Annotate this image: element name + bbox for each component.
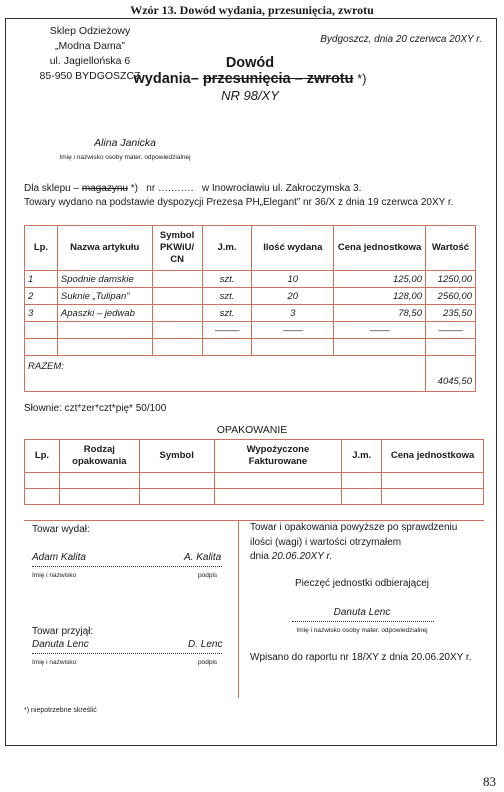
packaging-title: OPAKOWANIE (216, 424, 288, 436)
section-divider (24, 520, 484, 521)
received-label: Towar przyjął: (32, 626, 94, 637)
items-header-row (25, 226, 476, 271)
header-symbol: Symbol PKWiU/ CN (152, 226, 202, 271)
row-symbol (152, 271, 202, 288)
row-unit: szt. (202, 305, 252, 322)
pack-header-lp: Lp. (25, 440, 60, 473)
pack-header-symbol: Symbol (139, 440, 214, 473)
row-name: Suknie „Tulipan” (57, 288, 152, 305)
header-lp: Lp. (25, 226, 58, 271)
amount-in-words: Słownie: czt*zer*czt*pię* 50/100 (24, 403, 167, 414)
issued-caption-name: Imię i nazwisko (32, 572, 77, 579)
title-active: wydania (133, 71, 191, 87)
total-value: 4045,50 (426, 356, 476, 392)
issued-signature: A. Kalita (184, 552, 222, 563)
basis-line: Towary wydano na podstawie dyspozycji Prezesa PH„Elegant” nr 36/X z dnia 19 czerwca 20XY r. (24, 197, 454, 208)
confirm-line1: Towar i opakowania powyższe po sprawdzeniu (250, 522, 458, 533)
row-value: 2560,00 (426, 288, 476, 305)
title-line2 (130, 71, 370, 87)
table-row (25, 271, 476, 288)
table-row (25, 305, 476, 322)
issued-signature-line (32, 566, 222, 567)
issued-caption-sign: podpis (198, 572, 218, 579)
pack-header-price: Cena jednostkowa (382, 440, 484, 473)
destination-line (24, 183, 361, 194)
issued-name: Adam Kalita (32, 552, 86, 563)
row-unit: szt. (202, 271, 252, 288)
title-struck: przesunięcia – zwrotu (202, 71, 354, 87)
pack-header-type: Rodzaj opakowania (59, 440, 139, 473)
dash-qty: –––– (252, 322, 334, 339)
section-vertical-divider (238, 520, 239, 698)
row-value: 235,50 (426, 305, 476, 322)
pack-header-rented: Wypożyczone Fakturowane (214, 440, 342, 473)
confirm-date-value: 20.06.20XY r. (271, 551, 333, 562)
confirm-line2: ilości (wagi) i wartości otrzymałem (250, 537, 402, 548)
received-signature-line (32, 653, 222, 654)
row-lp: 2 (25, 288, 58, 305)
issued-label: Towar wydał: (32, 524, 90, 535)
packaging-header-row (25, 440, 484, 473)
responsible-caption: Imię i nazwisko osoby mater. odpowiedzialnej (59, 154, 191, 161)
row-qty: 10 (252, 271, 334, 288)
title-line1: Dowód (225, 55, 275, 71)
pack-header-unit: J.m. (342, 440, 382, 473)
dash-unit: ––––– (202, 322, 252, 339)
report-line: Wpisano do raportu nr 18/XY z dnia 20.06.20XY r. (250, 652, 472, 663)
destination-struck: magazynu (81, 183, 128, 194)
title-sep: – (190, 71, 203, 87)
row-lp: 1 (25, 271, 58, 288)
receiver-stamp-label: Pieczęć jednostki odbierającej (295, 578, 429, 589)
document-number: NR 98/XY (221, 88, 279, 103)
row-qty: 3 (252, 305, 334, 322)
row-price: 78,50 (334, 305, 426, 322)
received-name: Danuta Lenc (32, 639, 89, 650)
dash-cell (152, 322, 202, 339)
title-asterisk: *) (353, 71, 367, 86)
confirm-date (250, 551, 332, 562)
table-row (25, 473, 484, 489)
table-row (25, 288, 476, 305)
shop-city: 85-950 BYDGOSZCZ (39, 70, 141, 82)
dash-value: ––––– (426, 322, 476, 339)
confirm-date-prefix: dnia (250, 551, 272, 562)
destination-middle: *) nr ….……. w Inowrocławiu ul. Zakroczymska 3. (127, 183, 362, 194)
received-signature: D. Lenc (188, 639, 223, 650)
document-title (130, 55, 370, 103)
row-unit: szt. (202, 288, 252, 305)
row-price: 125,00 (334, 271, 426, 288)
receiver-signature-line (292, 621, 434, 622)
dash-row (25, 322, 476, 339)
table-row (25, 489, 484, 505)
shop-name: Sklep Odzieżowy (49, 25, 131, 37)
empty-row (25, 339, 476, 356)
row-name: Apaszki – jedwab (57, 305, 152, 322)
shop-brand: „Modna Dama” (54, 40, 126, 52)
receiver-person: Danuta Lenc (333, 607, 391, 618)
dash-cell (25, 322, 58, 339)
row-qty: 20 (252, 288, 334, 305)
row-lp: 3 (25, 305, 58, 322)
page-header: Wzór 13. Dowód wydania, przesunięcia, zwrotu (130, 3, 374, 17)
header-qty: Ilość wydana (252, 226, 334, 271)
total-label: RAZEM: (25, 356, 426, 392)
page-number: 83 (483, 774, 496, 789)
footnote: *) niepotrzebne skreślić (24, 707, 97, 714)
packaging-table (24, 439, 484, 505)
receiver-person-caption: Imię i nazwisko osoby mater. odpowiedzialnej (296, 627, 428, 634)
received-caption-name: Imię i nazwisko (32, 659, 77, 666)
header-value: Wartość (426, 226, 476, 271)
header-price: Cena jednostkowa (334, 226, 426, 271)
responsible-name: Alina Janicka (94, 137, 156, 149)
date-line: Bydgoszcz, dnia 20 czerwca 20XY r. (320, 34, 482, 45)
total-row (25, 356, 476, 392)
destination-prefix: Dla sklepu – (24, 183, 82, 194)
header-name: Nazwa artykułu (57, 226, 152, 271)
dash-cell (57, 322, 152, 339)
row-symbol (152, 288, 202, 305)
dash-price: –––– (334, 322, 426, 339)
header-unit: J.m. (202, 226, 252, 271)
row-name: Spodnie damskie (57, 271, 152, 288)
row-value: 1250,00 (426, 271, 476, 288)
received-caption-sign: podpis (198, 659, 218, 666)
row-symbol (152, 305, 202, 322)
shop-street: ul. Jagiellońska 6 (49, 55, 131, 67)
row-price: 128,00 (334, 288, 426, 305)
items-table (24, 225, 476, 392)
